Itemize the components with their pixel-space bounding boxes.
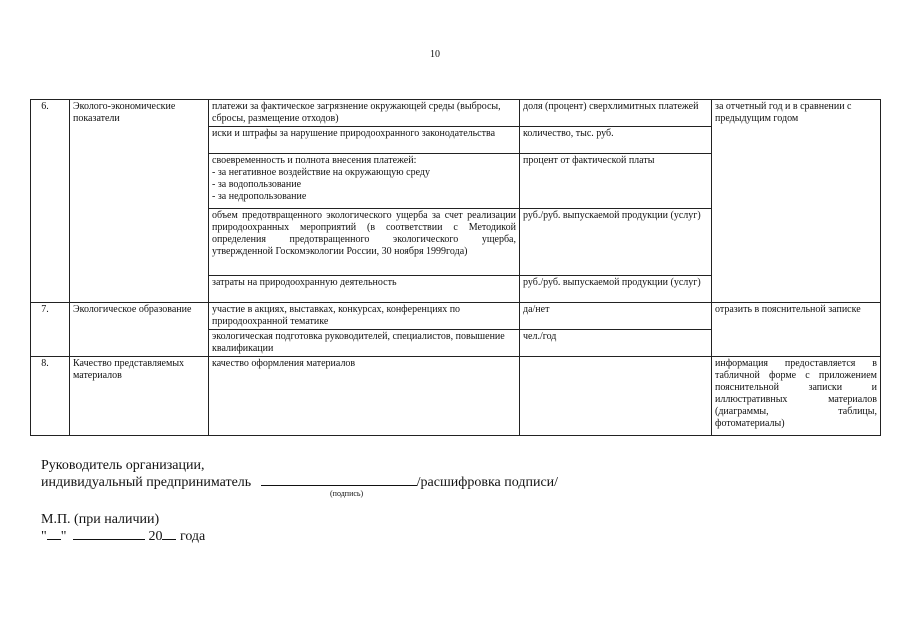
note-cell: информация предоставляется в табличной форме с приложением пояснительной записки и иллюстративных материалов (диаграммы, таблицы, фотоматериалы): [712, 357, 881, 436]
unit-cell: чел./год: [520, 330, 712, 357]
indicator-subitem: - за водопользование: [212, 179, 302, 190]
table-row: [31, 357, 881, 436]
page-number: 10: [430, 49, 440, 60]
note-cell: отразить в пояснительной записке: [712, 303, 881, 357]
indicator-group-name: Качество представляемых материалов: [70, 357, 209, 436]
signature-title-line: Руководитель организации,: [41, 458, 205, 473]
signature-caption: (подпись): [330, 489, 364, 498]
indicator-cell: затраты на природоохранную деятельность: [209, 276, 520, 303]
indicator-group-name: Экологическое образование: [70, 303, 209, 357]
date-line: [41, 528, 205, 545]
row-number: 6.: [31, 100, 70, 303]
signature-role-label: индивидуальный предприниматель: [41, 475, 252, 490]
date-word: года: [179, 529, 206, 544]
row-number: 7.: [31, 303, 70, 357]
unit-cell: процент от фактической платы: [520, 154, 712, 209]
year-blank[interactable]: [162, 528, 176, 540]
indicator-cell: платежи за фактическое загрязнение окружающей среды (выбросы, сбросы, размещение отходов): [209, 100, 520, 127]
unit-cell: руб./руб. выпускаемой продукции (услуг): [520, 276, 712, 303]
row-number: 8.: [31, 357, 70, 436]
unit-cell: [520, 357, 712, 436]
indicator-cell: экологическая подготовка руководителей, специалистов, повышение квалификации: [209, 330, 520, 357]
indicator-group-name: Эколого-экономические показатели: [70, 100, 209, 303]
indicator-subitem: - за недропользование: [212, 191, 307, 202]
table-row: [31, 303, 881, 330]
unit-cell: количество, тыс. руб.: [520, 127, 712, 154]
indicator-cell: качество оформления материалов: [209, 357, 520, 436]
signature-blank[interactable]: [261, 474, 417, 486]
indicators-table: [30, 99, 881, 436]
seal-label: М.П. (при наличии): [41, 512, 160, 527]
date-year-prefix: 20: [148, 529, 163, 544]
indicator-cell: [209, 154, 520, 209]
date-quote-open: ": [41, 529, 47, 544]
indicator-text: своевременность и полнота внесения платежей:: [212, 155, 417, 166]
indicator-cell: участие в акциях, выставках, конкурсах, конференциях по природоохранной тематике: [209, 303, 520, 330]
unit-cell: да/нет: [520, 303, 712, 330]
unit-cell: руб./руб. выпускаемой продукции (услуг): [520, 209, 712, 276]
signature-line: [41, 474, 558, 491]
indicator-cell: объем предотвращенного экологического ущерба за счет реализации природоохранных мероприятий (в соответствии с Методикой определения предотвращенного экологического ущерба, утвержденной Госкомэкологии России, 30 ноября 1999года): [209, 209, 520, 276]
date-quote-close: ": [60, 529, 67, 544]
signature-decoding-label: /расшифровка подписи/: [416, 475, 559, 490]
unit-cell: доля (процент) сверхлимитных платежей: [520, 100, 712, 127]
indicator-subitem: - за негативное воздействие на окружающую среду: [212, 167, 430, 178]
day-blank[interactable]: [47, 528, 61, 540]
note-cell: за отчетный год и в сравнении с предыдущим годом: [712, 100, 881, 303]
table-row: [31, 100, 881, 127]
month-blank[interactable]: [73, 528, 145, 540]
indicator-cell: иски и штрафы за нарушение природоохранного законодательства: [209, 127, 520, 154]
